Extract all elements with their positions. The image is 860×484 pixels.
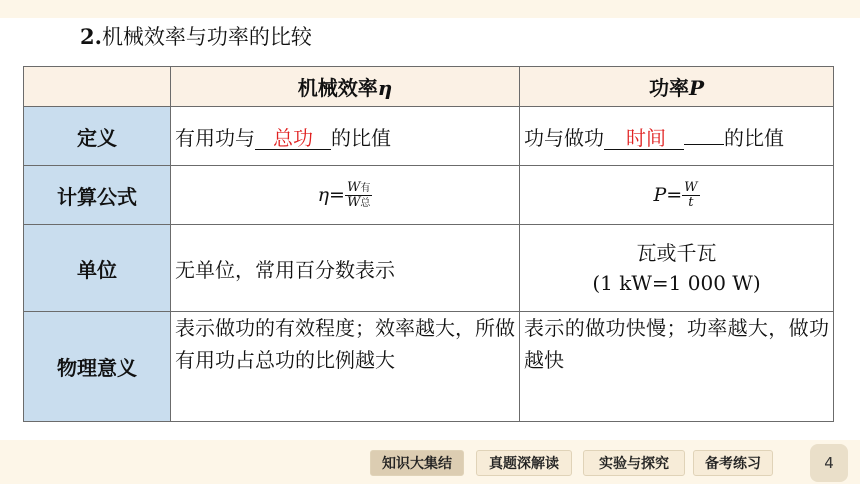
table-row-definition [24,107,834,166]
table-row-unit [24,225,834,312]
row-header-unit: 单位 [24,225,171,312]
nav-tab-knowledge[interactable]: 知识大集结 [370,450,464,476]
efficiency-symbol: η [377,76,393,100]
efficiency-numerator [345,181,372,196]
efficiency-formula [318,184,345,206]
definition-efficiency-cell [171,107,520,166]
power-symbol: P [688,76,705,100]
definition-power-cell [520,107,834,166]
power-numerator [682,181,699,196]
efficiency-fraction [345,181,372,209]
corner-cell [24,67,171,107]
meaning-efficiency-cell: 表示做功的有效程度；效率越大，所做有用功占总功的比例越大 [171,312,520,422]
nav-tab-practice[interactable]: 备考练习 [693,450,773,476]
definition-efficiency-suffix: 的比值 [331,125,391,150]
table-header-row [24,67,834,107]
efficiency-den-symbol: W [346,194,361,210]
unit-power-cell [520,225,834,312]
formula-efficiency-cell [171,166,520,225]
table-row-formula [24,166,834,225]
efficiency-denominator [345,196,372,210]
col-header-efficiency-label: 机械效率 [297,76,378,100]
formula-power-cell [520,166,834,225]
power-formula [653,184,682,206]
efficiency-formula-lhs: η [317,184,330,206]
heading-title: 机械效率与功率的比较 [101,25,312,49]
unit-power-line2: (1 kW=1 000 W) [592,271,761,295]
meaning-power-cell: 表示的做功快慢；功率越大，做功越快 [520,312,834,422]
definition-power-prefix: 功与做功 [524,125,604,150]
section-heading [80,21,312,51]
col-header-power [520,67,834,107]
row-header-formula: 计算公式 [24,166,171,225]
row-header-meaning: 物理意义 [24,312,171,422]
page-number: 4 [810,444,848,482]
col-header-power-label: 功率 [648,76,689,100]
definition-efficiency-answer: 总功 [255,127,331,150]
nav-tab-experiments[interactable]: 实验与探究 [583,450,685,476]
definition-efficiency-prefix: 有用功与 [175,125,255,150]
efficiency-num-sub: 有 [360,182,371,194]
table-row-meaning [24,312,834,422]
power-num-symbol: W [684,179,698,195]
power-formula-eq: = [666,184,683,206]
row-header-definition: 定义 [24,107,171,166]
efficiency-formula-eq: = [329,184,345,206]
definition-power-suffix: 的比值 [724,125,784,150]
answer-underline [684,126,724,145]
power-fraction [682,181,699,209]
heading-number: 2. [80,24,102,49]
nav-tab-exam-questions[interactable]: 真题深解读 [476,450,572,476]
power-formula-lhs: P [653,184,667,206]
top-band [0,0,860,18]
efficiency-num-symbol: W [346,179,361,195]
unit-power-line1: 瓦或千瓦 [636,241,717,265]
col-header-efficiency [171,67,520,107]
definition-power-answer: 时间 [604,127,684,150]
comparison-table [23,66,834,422]
power-den-symbol: t [688,194,694,210]
efficiency-den-sub: 总 [360,197,371,209]
unit-efficiency-cell: 无单位，常用百分数表示 [171,225,520,312]
power-denominator [682,196,699,210]
